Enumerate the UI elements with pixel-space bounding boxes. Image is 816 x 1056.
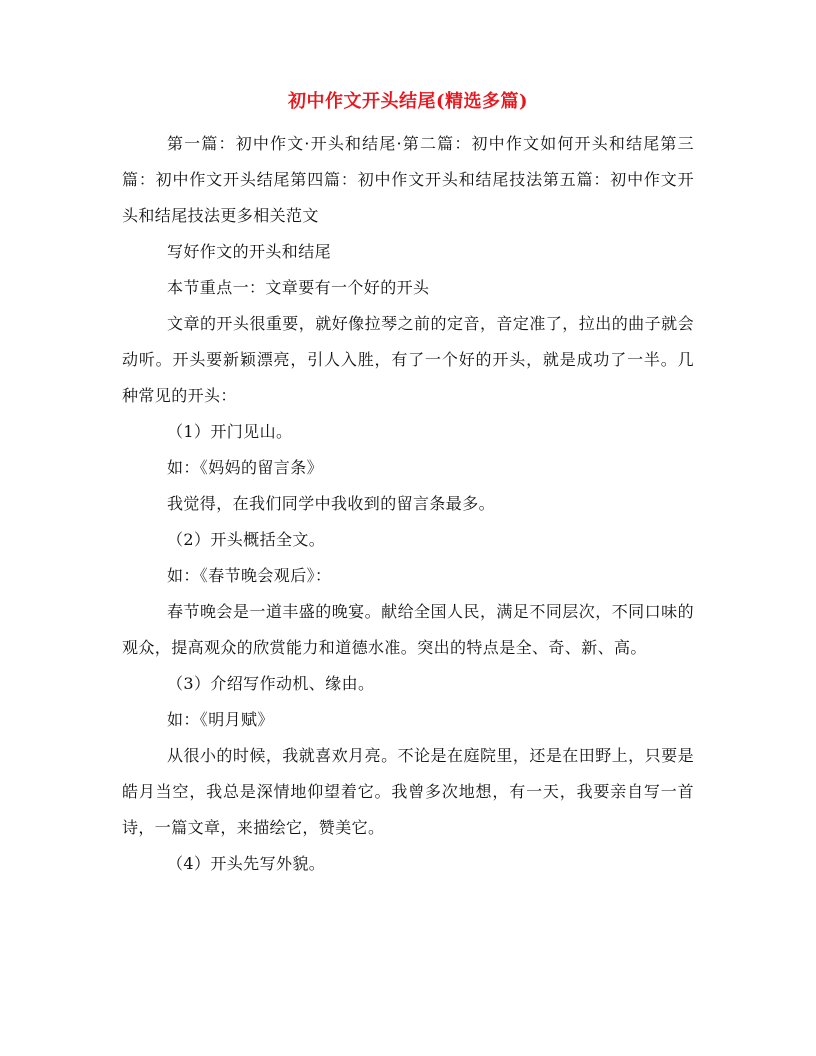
paragraph-example-2-title: 如：《春节晚会观后》： — [167, 566, 332, 585]
document-page — [122, 90, 694, 882]
paragraph-key-point-one: 本节重点一：文章要有一个好的开头 — [167, 278, 430, 297]
document-body — [122, 126, 694, 882]
paragraph-example-3-title: 如：《明月赋》 — [167, 710, 274, 729]
paragraph-example-1-text: 我觉得，在我们同学中我收到的留言条最多。 — [167, 494, 496, 513]
document-title: 初中作文开头结尾(精选多篇) — [287, 91, 529, 112]
paragraph-section-heading: 写好作文的开头和结尾 — [167, 242, 332, 261]
paragraph-method-2: （2）开头概括全文。 — [167, 530, 326, 549]
paragraph-article-list: 第一篇：初中作文·开头和结尾·第二篇：初中作文如何开头和结尾第三篇：初中作文开头结尾第四篇：初中作文开头和结尾技法第五篇：初中作文开头和结尾技法更多相关范文 — [122, 134, 694, 225]
paragraph-opening-importance: 文章的开头很重要，就好像拉琴之前的定音，音定准了，拉出的曲子就会动听。开头要新颖漂亮，引人入胜，有了一个好的开头，就是成功了一半。几种常见的开头： — [122, 314, 694, 405]
paragraph-method-3: （3）介绍写作动机、缘由。 — [167, 674, 375, 693]
paragraph-example-3-text: 从很小的时候，我就喜欢月亮。不论是在庭院里，还是在田野上，只要是皓月当空，我总是深情地仰望着它。我曾多次地想，有一天，我要亲自写一首诗，一篇文章，来描绘它，赞美它。 — [122, 746, 694, 837]
paragraph-example-2-text: 春节晚会是一道丰盛的晚宴。献给全国人民，满足不同层次，不同口味的观众，提高观众的欣赏能力和道德水准。突出的特点是全、奇、新、高。 — [122, 602, 694, 657]
paragraph-example-1-title: 如：《妈妈的留言条》 — [167, 458, 324, 477]
paragraph-method-4: （4）开头先写外貌。 — [167, 854, 326, 873]
paragraph-method-1: （1）开门见山。 — [167, 422, 293, 441]
